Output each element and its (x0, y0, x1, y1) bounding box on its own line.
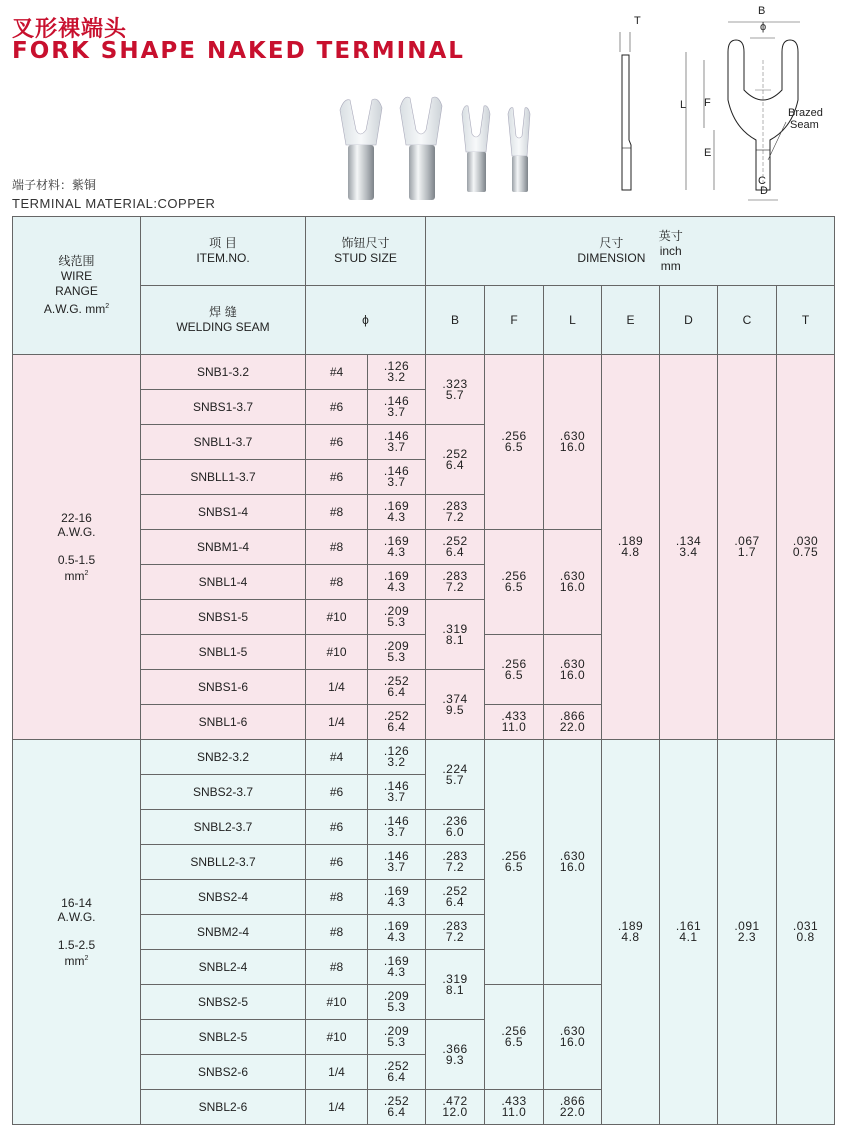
dim-b-cell: .224 5.7 (426, 740, 485, 810)
item-no-cell: SNBLL1-3.7 (141, 460, 306, 495)
dim-l-cell: .630 16.0 (544, 355, 602, 530)
dim-f-cell: .256 6.5 (485, 985, 544, 1090)
dim-e-cell: .189 4.8 (602, 740, 660, 1125)
stud-size-cell: #10 (306, 1020, 368, 1055)
label-f: F (704, 97, 711, 109)
item-no-cell: SNBS1-5 (141, 600, 306, 635)
technical-drawing (600, 0, 850, 215)
dim-b-cell: .236 6.0 (426, 810, 485, 845)
phi-cell: .169 4.3 (368, 565, 426, 600)
dim-l-cell: .630 16.0 (544, 635, 602, 705)
stud-size-cell: #6 (306, 810, 368, 845)
header-col-e: E (602, 286, 660, 355)
stud-size-cell: #6 (306, 425, 368, 460)
dim-b-cell: .472 12.0 (426, 1090, 485, 1125)
dim-l-cell: .866 22.0 (544, 1090, 602, 1125)
dim-f-cell: .256 6.5 (485, 355, 544, 530)
dim-l-cell: .630 16.0 (544, 985, 602, 1090)
item-no-cell: SNBM1-4 (141, 530, 306, 565)
item-no-cell: SNBS1-6 (141, 670, 306, 705)
stud-size-cell: #6 (306, 390, 368, 425)
dim-e-cell: .189 4.8 (602, 355, 660, 740)
label-brazed: Brazed (788, 107, 823, 119)
phi-cell: .209 5.3 (368, 635, 426, 670)
stud-size-cell: #6 (306, 845, 368, 880)
dim-b-cell: .283 7.2 (426, 915, 485, 950)
item-no-cell: SNBM2-4 (141, 915, 306, 950)
phi-cell: .169 4.3 (368, 950, 426, 985)
dim-b-cell: .283 7.2 (426, 495, 485, 530)
item-no-cell: SNBL1-6 (141, 705, 306, 740)
dim-b-cell: .283 7.2 (426, 565, 485, 600)
item-no-cell: SNBL1-4 (141, 565, 306, 600)
phi-cell: .209 5.3 (368, 1020, 426, 1055)
dim-d-cell: .161 4.1 (660, 740, 718, 1125)
stud-size-cell: #6 (306, 460, 368, 495)
header-col-f: F (485, 286, 544, 355)
dim-c-cell: .091 2.3 (718, 740, 777, 1125)
header-col-b: B (426, 286, 485, 355)
phi-cell: .252 6.4 (368, 1090, 426, 1125)
label-l: L (680, 99, 687, 111)
page-title: FORK SHAPE NAKED TERMINAL (12, 38, 465, 64)
header-dimension: 尺寸 DIMENSION 英寸 inch mm (426, 217, 835, 286)
phi-cell: .146 3.7 (368, 810, 426, 845)
item-no-cell: SNBS2-4 (141, 880, 306, 915)
table-row (13, 355, 835, 390)
dim-b-cell: .252 6.4 (426, 530, 485, 565)
material-en: TERMINAL MATERIAL:COPPER (12, 196, 216, 211)
dim-b-cell: .319 8.1 (426, 600, 485, 670)
stud-size-cell: #10 (306, 985, 368, 1020)
spec-table-body (13, 355, 835, 1125)
dim-l-cell: .630 16.0 (544, 740, 602, 985)
dim-b-cell: .252 6.4 (426, 880, 485, 915)
dim-t-cell: .031 0.8 (777, 740, 835, 1125)
label-b: B (758, 5, 766, 17)
material-cn: 端子材料：紫铜 (12, 178, 97, 192)
stud-size-cell: #4 (306, 355, 368, 390)
item-no-cell: SNBLL2-3.7 (141, 845, 306, 880)
label-t: T (634, 15, 641, 27)
stud-size-cell: #4 (306, 740, 368, 775)
stud-size-cell: #8 (306, 565, 368, 600)
dim-b-cell: .252 6.4 (426, 425, 485, 495)
item-no-cell: SNBS2-6 (141, 1055, 306, 1090)
phi-cell: .209 5.3 (368, 985, 426, 1020)
wire-range-cell: 22-16 A.W.G. 0.5-1.5 $mm^2$ (13, 355, 141, 740)
phi-cell: .169 4.3 (368, 915, 426, 950)
phi-cell: .169 4.3 (368, 880, 426, 915)
stud-size-cell: 1/4 (306, 1090, 368, 1125)
wire-range-cell: 16-14 A.W.G. 1.5-2.5 $mm^2$ (13, 740, 141, 1125)
product-photo (330, 90, 560, 210)
header-wire-range: 线范围 WIRE RANGE A.W.G. $mm^2$ (13, 217, 141, 355)
phi-cell: .146 3.7 (368, 390, 426, 425)
item-no-cell: SNBL1-5 (141, 635, 306, 670)
spec-table (12, 216, 835, 1125)
page-title-cn: 叉形裸端头 (12, 17, 128, 42)
item-no-cell: SNBL1-3.7 (141, 425, 306, 460)
item-no-cell: SNBS2-3.7 (141, 775, 306, 810)
dim-b-cell: .366 9.3 (426, 1020, 485, 1090)
dim-l-cell: .866 22.0 (544, 705, 602, 740)
dim-f-cell: .433 11.0 (485, 1090, 544, 1125)
header-stud-size: 饰钮尺寸 STUD SIZE (306, 217, 426, 286)
stud-size-cell: #8 (306, 880, 368, 915)
label-seam: Seam (790, 119, 819, 131)
dim-f-cell: .256 6.5 (485, 740, 544, 985)
phi-cell: .146 3.7 (368, 845, 426, 880)
item-no-cell: SNBL2-6 (141, 1090, 306, 1125)
dim-b-cell: .319 8.1 (426, 950, 485, 1020)
header-welding-seam: 焊 缝 WELDING SEAM (141, 286, 306, 355)
header-col-l: L (544, 286, 602, 355)
dim-c-cell: .067 1.7 (718, 355, 777, 740)
dim-b-cell: .323 5.7 (426, 355, 485, 425)
item-no-cell: SNB2-3.2 (141, 740, 306, 775)
phi-cell: .252 6.4 (368, 705, 426, 740)
stud-size-cell: #8 (306, 950, 368, 985)
phi-cell: .126 3.2 (368, 740, 426, 775)
dim-f-cell: .256 6.5 (485, 635, 544, 705)
dim-f-cell: .256 6.5 (485, 530, 544, 635)
label-e: E (704, 147, 712, 159)
item-no-cell: SNBL2-3.7 (141, 810, 306, 845)
phi-cell: .146 3.7 (368, 775, 426, 810)
dim-b-cell: .374 9.5 (426, 670, 485, 740)
header-col-d: D (660, 286, 718, 355)
stud-size-cell: #10 (306, 600, 368, 635)
stud-size-cell: #8 (306, 495, 368, 530)
stud-size-cell: 1/4 (306, 670, 368, 705)
phi-cell: .252 6.4 (368, 1055, 426, 1090)
item-no-cell: SNBL2-4 (141, 950, 306, 985)
label-phi: ϕ (760, 21, 767, 33)
dim-t-cell: .030 0.75 (777, 355, 835, 740)
stud-size-cell: #8 (306, 530, 368, 565)
stud-size-cell: #6 (306, 775, 368, 810)
header-col-c: C (718, 286, 777, 355)
header-phi: ϕ (306, 286, 426, 355)
phi-cell: .146 3.7 (368, 425, 426, 460)
phi-cell: .252 6.4 (368, 670, 426, 705)
item-no-cell: SNBS1-4 (141, 495, 306, 530)
label-c: C (758, 175, 766, 187)
table-row (13, 740, 835, 775)
item-no-cell: SNB1-3.2 (141, 355, 306, 390)
label-d: D (760, 185, 768, 197)
phi-cell: .169 4.3 (368, 495, 426, 530)
header-col-t: T (777, 286, 835, 355)
dim-f-cell: .433 11.0 (485, 705, 544, 740)
dim-d-cell: .134 3.4 (660, 355, 718, 740)
header-item-no: 项 目 ITEM.NO. (141, 217, 306, 286)
stud-size-cell: 1/4 (306, 1055, 368, 1090)
phi-cell: .146 3.7 (368, 460, 426, 495)
stud-size-cell: #8 (306, 915, 368, 950)
dim-l-cell: .630 16.0 (544, 530, 602, 635)
stud-size-cell: #10 (306, 635, 368, 670)
phi-cell: .209 5.3 (368, 600, 426, 635)
stud-size-cell: 1/4 (306, 705, 368, 740)
phi-cell: .169 4.3 (368, 530, 426, 565)
dim-b-cell: .283 7.2 (426, 845, 485, 880)
item-no-cell: SNBS2-5 (141, 985, 306, 1020)
item-no-cell: SNBS1-3.7 (141, 390, 306, 425)
phi-cell: .126 3.2 (368, 355, 426, 390)
item-no-cell: SNBL2-5 (141, 1020, 306, 1055)
